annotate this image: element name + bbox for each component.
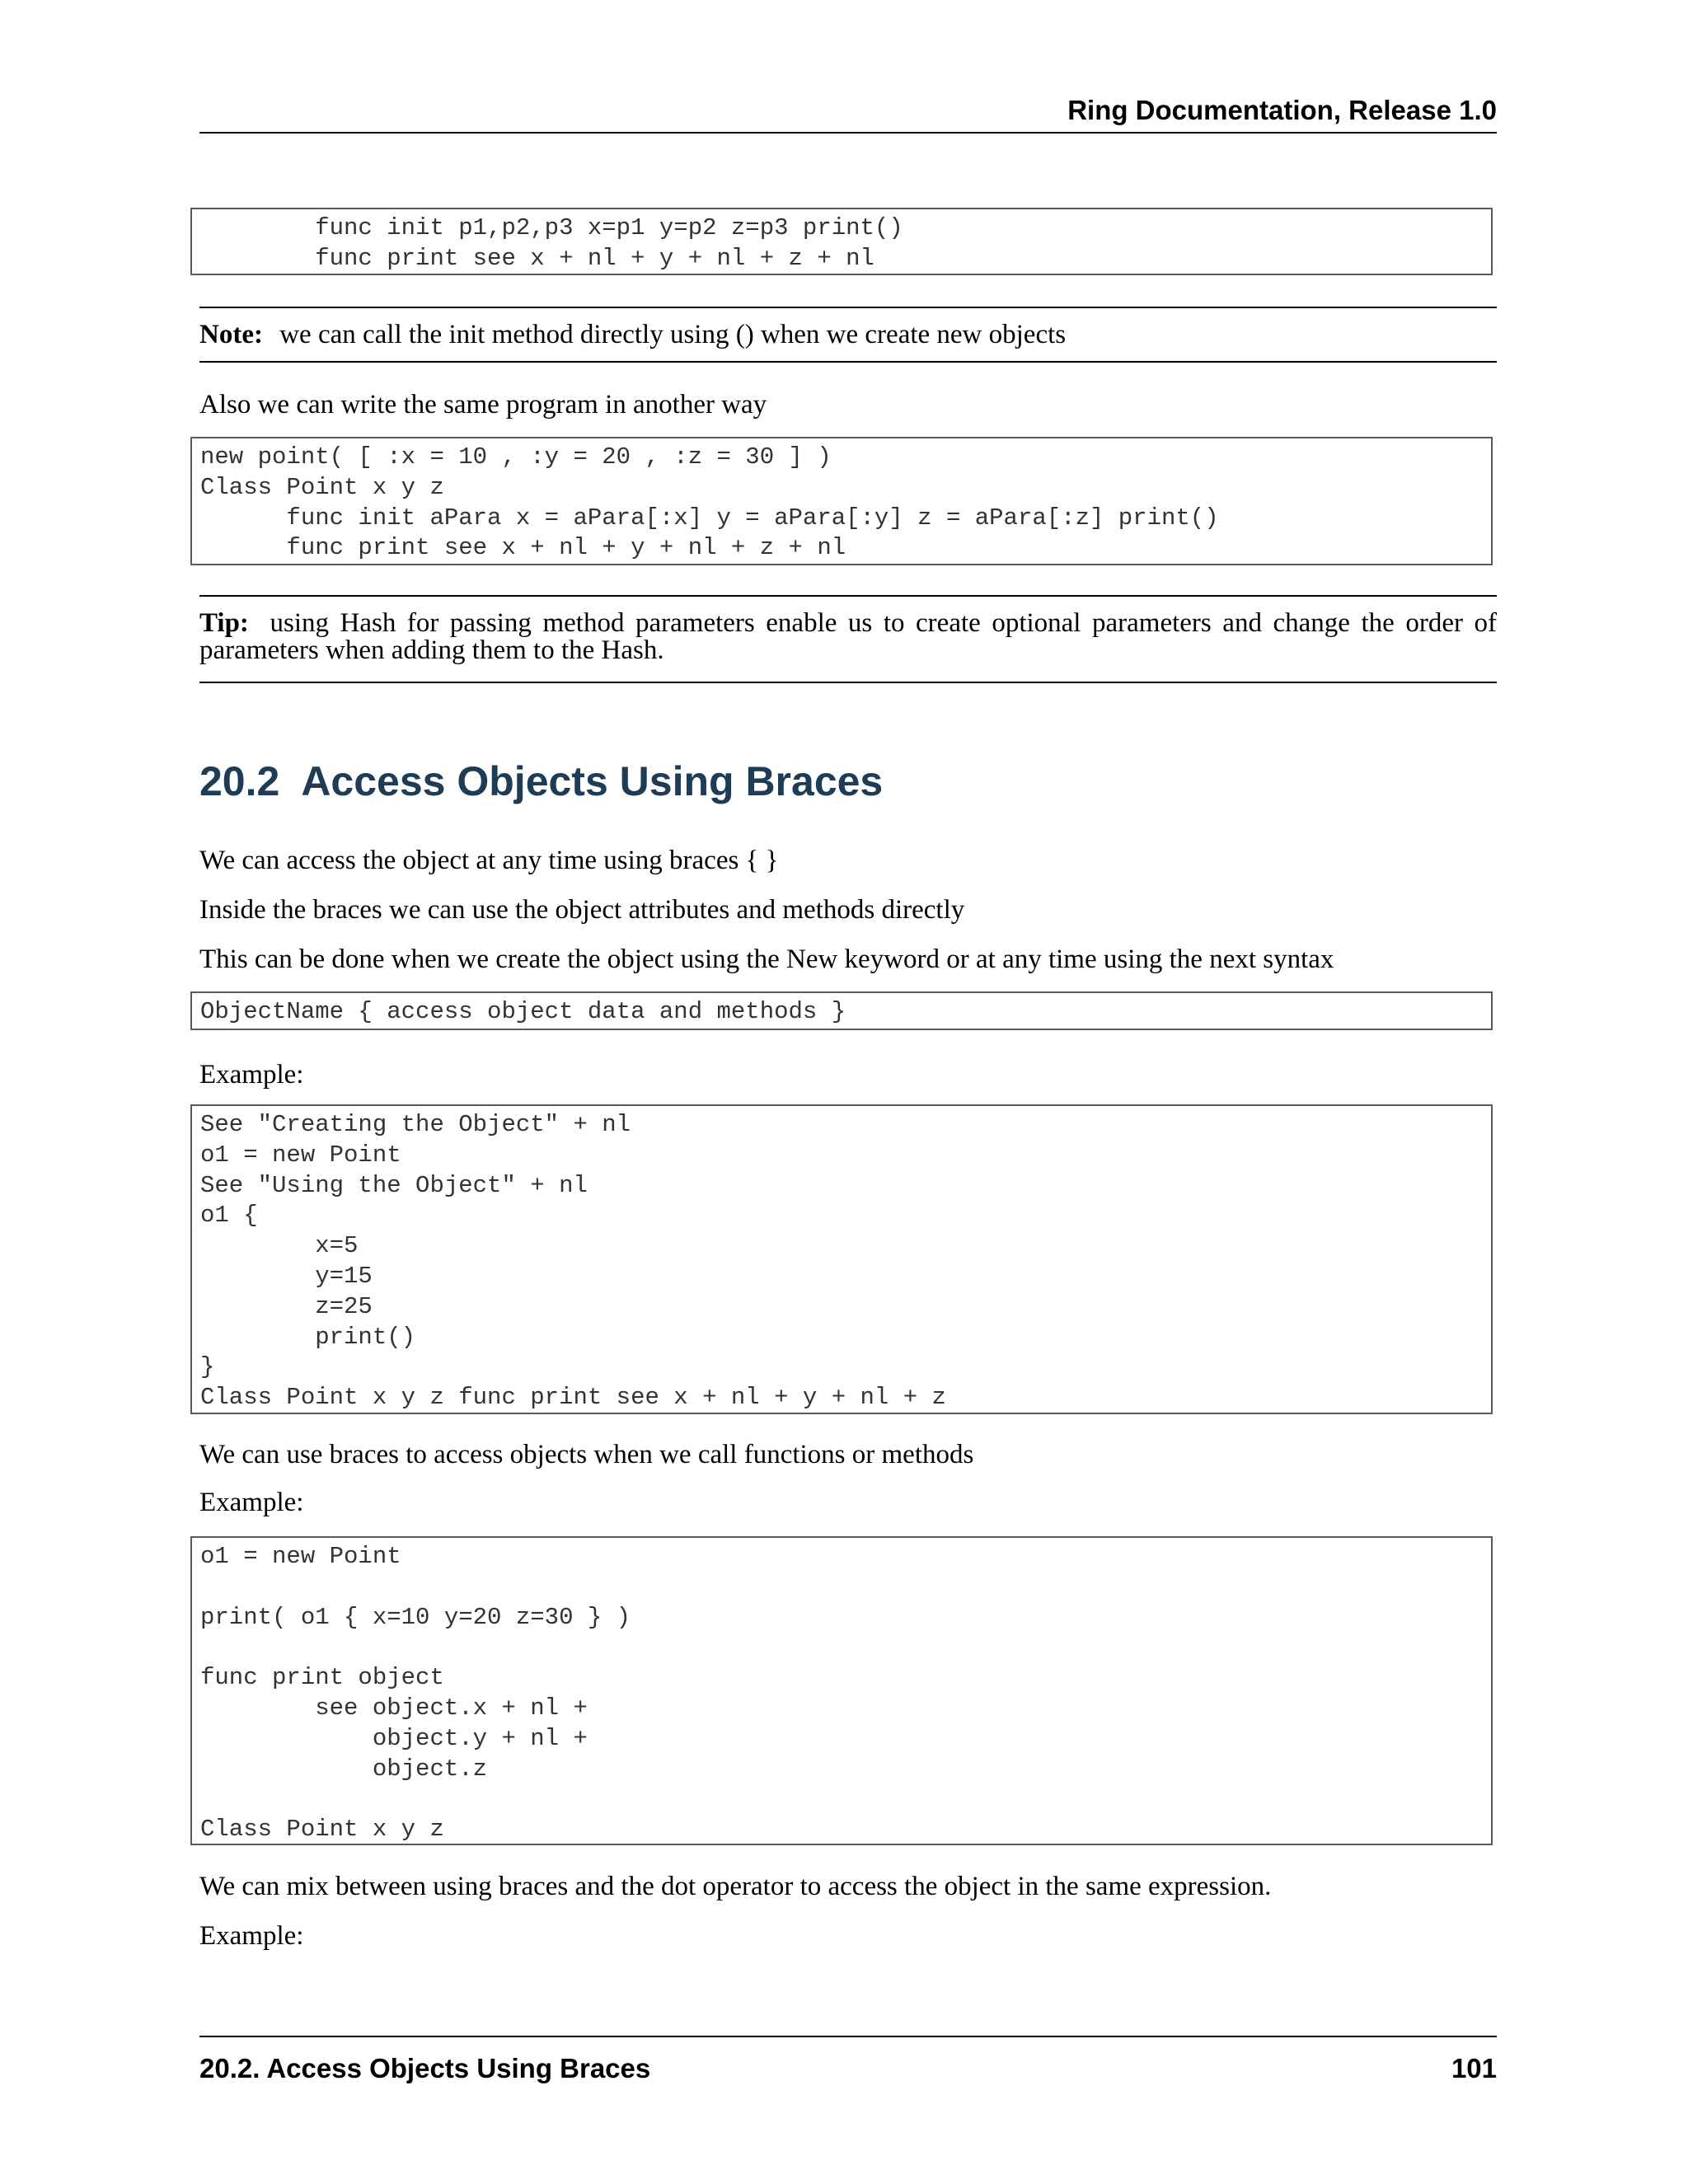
footer-section: 20.2. Access Objects Using Braces (199, 2053, 651, 2083)
paragraph-example-1: Example: (199, 1060, 304, 1090)
paragraph-mix: We can mix between using braces and the dot operator to access the object in the same expression. (199, 1872, 1272, 1901)
section-heading (199, 757, 883, 806)
paragraph-new-keyword: This can be done when we create the object using the New keyword or at any time using the next syntax (199, 944, 1334, 974)
running-footer (199, 2036, 1497, 2087)
note-box (199, 307, 1497, 363)
code-block-function-example: o1 = new Point print( o1 { x=10 y=20 z=30 } ) func print object see object.x + nl + object.y + nl + object.z Class Point x y z (190, 1536, 1493, 1845)
tip-text: using Hash for passing method parameters enable us to create optional parameters and change the order of parameters when adding them to the Hash. (199, 608, 1497, 665)
code-block-hash-version: new point( [ :x = 10 , :y = 20 , :z = 30 ] ) Class Point x y z func init aPara x = aPara[:x] y = aPara[:y] z = aPara[:z] print() func print see x + nl + y + nl + z + nl (190, 437, 1493, 565)
running-header (199, 92, 1497, 134)
paragraph-another-way: Also we can write the same program in another way (199, 390, 767, 419)
tip-box (199, 595, 1497, 683)
paragraph-call-functions: We can use braces to access objects when we call functions or methods (199, 1440, 974, 1469)
footer-page-number: 101 (1451, 2053, 1497, 2083)
paragraph-example-3: Example: (199, 1921, 304, 1951)
code-block-init-methods: func init p1,p2,p3 x=p1 y=p2 z=p3 print() func print see x + nl + y + nl + z + nl (190, 208, 1493, 275)
code-block-syntax: ObjectName { access object data and methods } (190, 991, 1493, 1030)
paragraph-inside-braces: Inside the braces we can use the object attributes and methods directly (199, 895, 965, 925)
header-title: Ring Documentation, Release 1.0 (1067, 95, 1497, 125)
note-label: Note: (199, 320, 263, 349)
paragraph-access-any-time: We can access the object at any time using braces { } (199, 846, 779, 875)
code-block-braces-example: See "Creating the Object" + nl o1 = new Point See "Using the Object" + nl o1 { x=5 y=15 z=25 print() } Class Point x y z func print see x + nl + y + nl + z (190, 1104, 1493, 1414)
section-title-text: Access Objects Using Braces (301, 758, 884, 804)
tip-label: Tip: (199, 608, 249, 638)
paragraph-example-2: Example: (199, 1488, 304, 1517)
section-number: 20.2 (199, 758, 280, 804)
note-text: we can call the init method directly using () when we create new objects (279, 320, 1067, 349)
